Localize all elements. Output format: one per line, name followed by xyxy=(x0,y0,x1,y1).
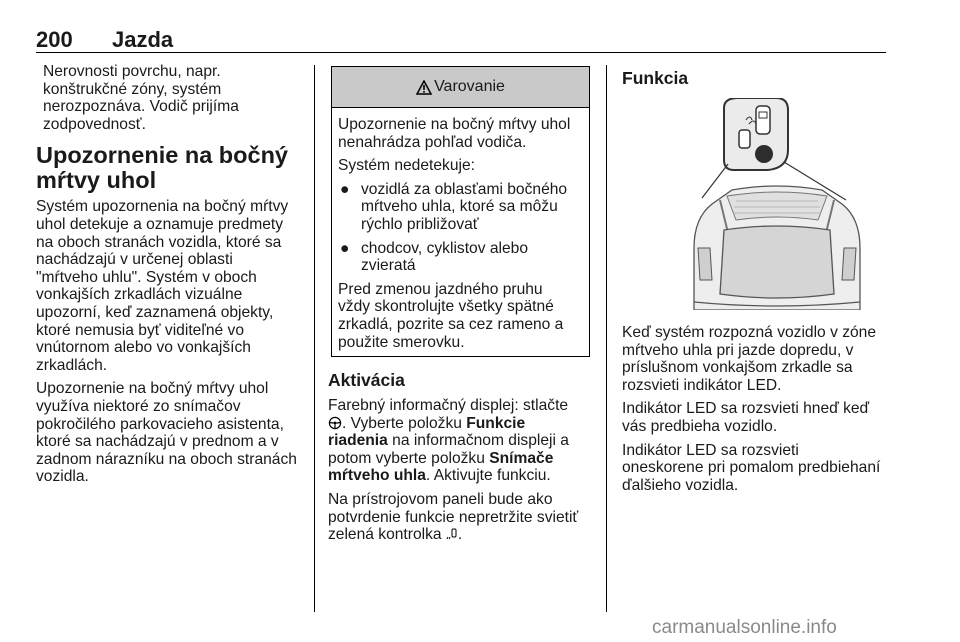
blind-spot-description: Systém upozornenia na bočný mŕtvy uhol detekuje a oznamuje predmety na oboch stranách vozidla, ktoré sa nachádzajú v určenej oblasti "mŕtveho uhlu". Systém v oboch vonkajších zrkadlách vizuálne upozorní, keď zaznamená objekty, ktoré nemusia byť viditeľné vo vnútornom alebo vo vonkajších zrkadlách. xyxy=(36,198,289,374)
warning-header xyxy=(332,67,589,108)
right-column xyxy=(622,68,892,95)
activation-paragraph: Farebný informačný displej: stlačte . Vyberte položku Funkcie riadenia na informačnom displeji a potom vyberte položku Snímače mŕtveho uhla. Aktivujte funkciu. xyxy=(328,397,569,485)
bullet-icon: ● xyxy=(340,239,350,257)
function-paragraph: Keď systém rozpozná vozidlo v zóne mŕtveho uhla pri jazde dopredu, v príslušnom vonkajšom zrkadle sa rozsvieti indikátor LED. xyxy=(622,324,877,394)
blind-spot-indicator-icon xyxy=(446,528,458,541)
warning-paragraph: Upozornenie na bočný mŕtvy uhol nenahrádza pohľad vodiča. xyxy=(338,116,571,151)
left-column xyxy=(36,63,306,492)
column-divider-left xyxy=(314,65,315,612)
function-paragraph: Indikátor LED sa rozsvieti hneď keď vás predbieha vozidlo. xyxy=(622,400,870,435)
warning-body xyxy=(332,108,589,351)
function-paragraph: Indikátor LED sa rozsvieti oneskorene pri pomalom predbiehaní ďalšieho vozidla. xyxy=(622,441,881,494)
warning-bullet: ● vozidlá za oblasťami bočného mŕtveho uhla, ktoré sa môžu rýchlo približovať xyxy=(340,180,568,233)
heading-activation: Aktivácia xyxy=(328,370,405,390)
watermark-url: carmanualsonline.info xyxy=(652,617,837,638)
steering-wheel-icon xyxy=(328,416,342,430)
mirror-led-illustration xyxy=(672,98,882,310)
indicator-paragraph: Na prístrojovom paneli bude ako potvrdenie funkcie nepretržite svietiť zelená kontrolka . xyxy=(328,490,579,544)
page-number: 200 xyxy=(36,27,73,52)
warning-title: Varovanie xyxy=(434,78,505,95)
warning-paragraph: Pred zmenou jazdného pruhu vždy skontrolujte všetky spätné zrkadlá, pozrite sa cez rameno a použite smerovku. xyxy=(338,280,564,351)
header-divider xyxy=(36,52,886,53)
column-divider-right xyxy=(606,65,607,612)
warning-bullet: ● chodcov, cyklistov alebo zvieratá xyxy=(340,239,528,275)
bullet-icon: ● xyxy=(340,180,350,198)
section-title: Jazda xyxy=(112,27,174,52)
heading-blind-spot: Upozornenie na bočný mŕtvy uhol xyxy=(36,142,288,194)
heading-function: Funkcia xyxy=(622,68,689,88)
sensor-description: Upozornenie na bočný mŕtvy uhol využíva niektoré zo snímačov pokročilého parkovacieho asistenta, ktoré sa nachádzajú v prednom a v zadnom nárazníku na oboch stranách vozidla. xyxy=(36,380,297,486)
warning-box xyxy=(331,66,590,357)
intro-paragraph: Nerovnosti povrchu, napr. konštrukčné zóny, systém nerozpoznáva. Vodič prijíma zodpovednosť. xyxy=(43,63,239,133)
activation-section xyxy=(328,370,600,550)
warning-triangle-icon xyxy=(416,80,432,95)
warning-paragraph: Systém nedetekuje: xyxy=(338,157,475,175)
function-text xyxy=(622,324,892,500)
